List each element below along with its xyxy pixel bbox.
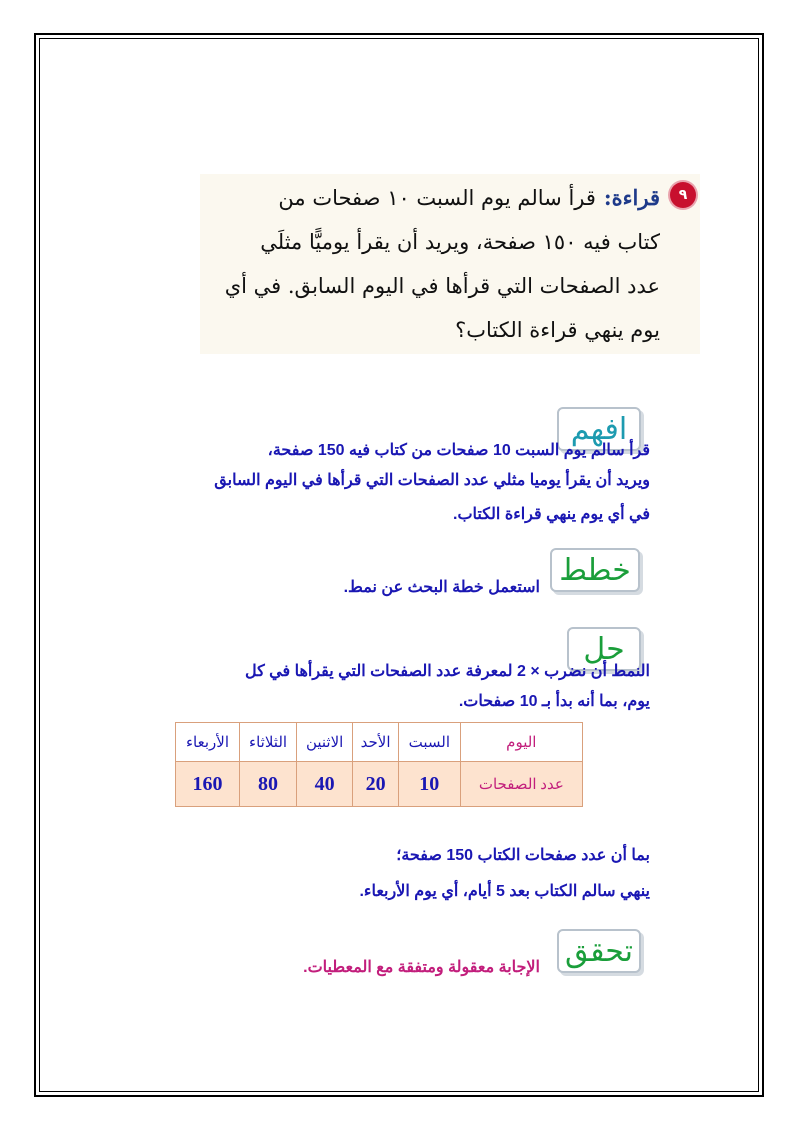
conclusion-line-1: بما أن عدد صفحات الكتاب 150 صفحة؛ bbox=[396, 847, 650, 864]
problem-line-3: عدد الصفحات التي قرأها في اليوم السابق. في أي bbox=[224, 274, 660, 298]
table-row-label-day: اليوم bbox=[460, 723, 582, 762]
understand-badge: افهم bbox=[557, 407, 641, 451]
problem-line-1: قرأ سالم يوم السبت ١٠ صفحات من bbox=[278, 186, 596, 210]
problem-box bbox=[200, 174, 700, 354]
understand-line-2: ويريد أن يقرأ يوميا مثلي عدد الصفحات التي قرأها في اليوم السابق bbox=[214, 472, 650, 489]
table-day-cell: الاثنين bbox=[297, 723, 353, 762]
table-day-cell: الأحد bbox=[353, 723, 399, 762]
table-day-cell: الثلاثاء bbox=[240, 723, 297, 762]
solve-line-1: النمط أن نضرب × 2 لمعرفة عدد الصفحات التي يقرأها في كل bbox=[244, 663, 650, 680]
check-badge: تحقق bbox=[557, 929, 641, 973]
problem-keyword: قراءة: bbox=[603, 185, 660, 210]
table-pages-cell: 80 bbox=[240, 762, 297, 807]
conclusion-line-2: ينهي سالم الكتاب بعد 5 أيام، أي يوم الأربعاء. bbox=[359, 883, 650, 900]
problem-text bbox=[200, 176, 660, 352]
problem-line-2: كتاب فيه ١٥٠ صفحة، ويريد أن يقرأ يوميًّا مثلَي bbox=[260, 230, 660, 254]
problem-number: ٩ bbox=[670, 182, 696, 208]
table-pages-cell: 10 bbox=[398, 762, 460, 807]
understand-line-3: في أي يوم ينهي قراءة الكتاب. bbox=[453, 506, 650, 523]
understand-line-1: قرأ سالم يوم السبت 10 صفحات من كتاب فيه 150 صفحة، bbox=[267, 442, 650, 459]
plan-badge: خطط bbox=[550, 548, 640, 592]
solve-line-2: يوم، بما أنه بدأ بـ 10 صفحات. bbox=[458, 693, 650, 710]
problem-line-4: يوم ينهي قراءة الكتاب؟ bbox=[455, 318, 660, 342]
solve-badge: حل bbox=[567, 627, 641, 671]
plan-text: استعمل خطة البحث عن نمط. bbox=[343, 579, 540, 596]
check-text: الإجابة معقولة ومتفقة مع المعطيات. bbox=[303, 959, 540, 976]
pages-table bbox=[175, 722, 583, 807]
table-row-label-pages: عدد الصفحات bbox=[460, 762, 582, 807]
table-values-row bbox=[176, 762, 583, 807]
table-pages-cell: 40 bbox=[297, 762, 353, 807]
table-pages-cell: 20 bbox=[353, 762, 399, 807]
table-day-cell: الأربعاء bbox=[176, 723, 240, 762]
table-header-row bbox=[176, 723, 583, 762]
table-day-cell: السبت bbox=[398, 723, 460, 762]
table-pages-cell: 160 bbox=[176, 762, 240, 807]
